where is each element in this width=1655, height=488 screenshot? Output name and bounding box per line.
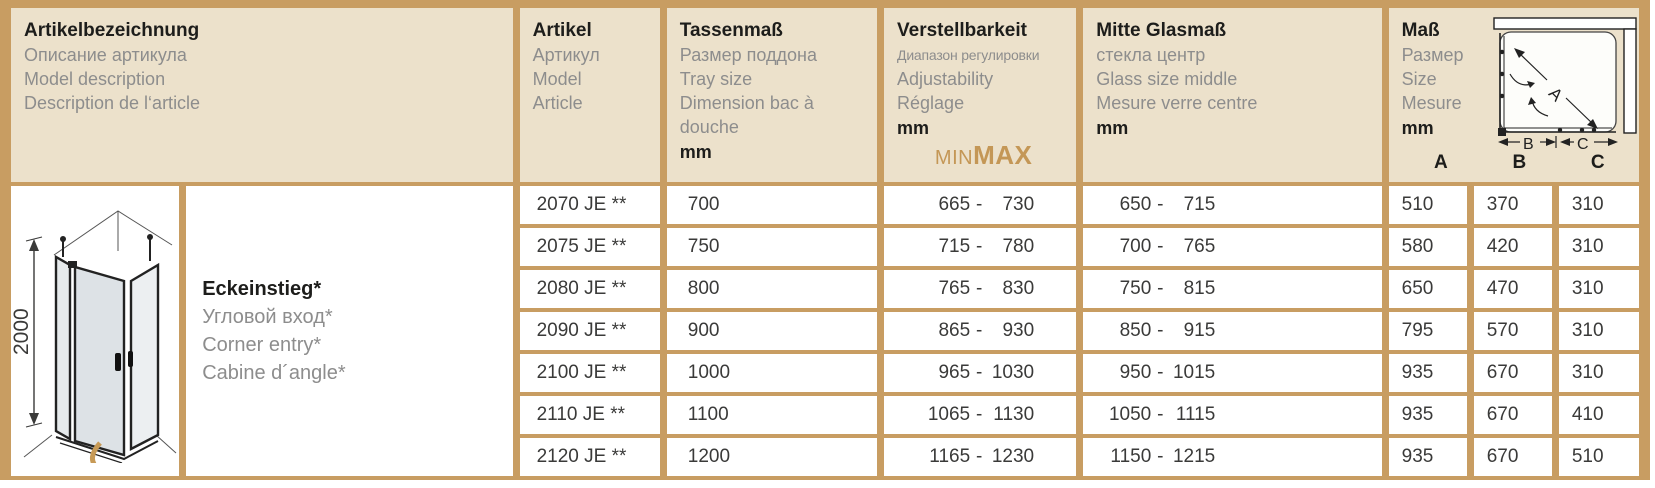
header-adjust-en: Adjustability: [897, 69, 994, 89]
size-a-cell: 510: [1389, 186, 1467, 224]
header-tray-unit: mm: [679, 142, 712, 162]
header-adjust-fr: Réglage: [897, 93, 965, 113]
header-tray: [667, 8, 877, 182]
tray-size-cell: 1100: [667, 396, 877, 434]
tray-size-cell: 1200: [667, 438, 877, 476]
article-cell: 2100 JE **: [520, 354, 660, 392]
header-size: [1389, 8, 1639, 182]
header-glass-unit: mm: [1096, 118, 1129, 138]
product-name-fr: Cabine d´angle*: [202, 362, 346, 384]
size-subheaders: [1402, 152, 1637, 174]
product-illustration-cell: [11, 186, 179, 476]
size-c-cell: 310: [1559, 354, 1639, 392]
size-b-cell: 670: [1474, 438, 1552, 476]
tray-size-cell: 900: [667, 312, 877, 350]
product-spec-table: [4, 4, 1646, 480]
size-a-cell: 795: [1389, 312, 1467, 350]
size-b-cell: 420: [1474, 228, 1552, 266]
glass-size-cell: 1150 - 1215: [1083, 438, 1381, 476]
glass-size-cell: 950 - 1015: [1083, 354, 1381, 392]
header-size-unit: mm: [1401, 118, 1434, 138]
article-cell: 2110 JE **: [520, 396, 660, 434]
adjustability-cell: 965 - 1030: [884, 354, 1076, 392]
height-dimension-label: 2000: [12, 307, 34, 355]
glass-size-cell: 700 - 765: [1083, 228, 1381, 266]
tray-size-cell: 800: [667, 270, 877, 308]
diagram-label-c: C: [1576, 136, 1589, 150]
header-tray-ru: Размер поддона: [679, 45, 817, 65]
tray-size-cell: 700: [667, 186, 877, 224]
size-a-cell: 650: [1389, 270, 1467, 308]
size-b-cell: 670: [1474, 354, 1552, 392]
header-model-title: Artikelbezeichnung: [24, 20, 200, 41]
adjustability-cell: 865 - 930: [884, 312, 1076, 350]
size-b-cell: 370: [1474, 186, 1552, 224]
header-adjust: [884, 8, 1076, 182]
header-article-en: Model: [532, 69, 582, 89]
corner-layout-diagram-icon: [1490, 16, 1640, 150]
header-tray-title: Tassenmaß: [679, 20, 783, 41]
header-glass: [1083, 8, 1381, 182]
size-a-cell: 580: [1389, 228, 1467, 266]
header-model-ru: Описание артикула: [24, 45, 187, 65]
header-glass-fr: Mesure verre centre: [1096, 93, 1258, 113]
header-glass-en: Glass size middle: [1096, 69, 1238, 89]
subheader-b: B: [1512, 152, 1527, 173]
tray-size-cell: 750: [667, 228, 877, 266]
tray-size-cell: 1000: [667, 354, 877, 392]
header-glass-ru: стекла центр: [1096, 45, 1206, 65]
shower-enclosure-illustration: [12, 195, 178, 463]
article-cell: 2070 JE **: [520, 186, 660, 224]
size-c-cell: 310: [1559, 228, 1639, 266]
header-adjust-ru: Диапазон регулировки: [897, 47, 1040, 63]
header-article: [520, 8, 660, 182]
header-size-title: Maß: [1401, 20, 1440, 41]
size-b-cell: 470: [1474, 270, 1552, 308]
header-size-en: Size: [1401, 69, 1437, 89]
diagram-label-a: A: [1544, 83, 1567, 106]
article-cell: 2090 JE **: [520, 312, 660, 350]
header-size-ru: Размер: [1401, 45, 1464, 65]
adjustability-cell: 765 - 830: [884, 270, 1076, 308]
header-model: [11, 8, 513, 182]
header-size-fr: Mesure: [1401, 93, 1462, 113]
header-adjust-title: Verstellbarkeit: [897, 20, 1027, 41]
header-article-ru: Артикул: [532, 45, 600, 65]
glass-size-cell: 750 - 815: [1083, 270, 1381, 308]
size-c-cell: 410: [1559, 396, 1639, 434]
header-article-fr: Article: [532, 93, 583, 113]
subheader-c: C: [1590, 152, 1605, 173]
max-label: MAX: [973, 140, 1033, 170]
header-model-fr: Description de l‘article: [24, 93, 201, 113]
adjustability-cell: 715 - 780: [884, 228, 1076, 266]
header-tray-fr: Dimension bac à douche: [679, 93, 814, 137]
article-cell: 2120 JE **: [520, 438, 660, 476]
glass-size-cell: 850 - 915: [1083, 312, 1381, 350]
product-name: Eckeinstieg*: [202, 278, 322, 300]
subheader-a: A: [1433, 152, 1448, 173]
min-max-label: [897, 140, 1070, 171]
product-name-en: Corner entry*: [202, 334, 322, 356]
table-row: [11, 186, 1639, 224]
size-c-cell: 310: [1559, 186, 1639, 224]
adjustability-cell: 1065 - 1130: [884, 396, 1076, 434]
header-row: [11, 8, 1639, 182]
header-glass-title: Mitte Glasmaß: [1096, 20, 1227, 41]
size-c-cell: 310: [1559, 312, 1639, 350]
article-cell: 2080 JE **: [520, 270, 660, 308]
glass-size-cell: 1050 - 1115: [1083, 396, 1381, 434]
adjustability-cell: 665 - 730: [884, 186, 1076, 224]
header-tray-en: Tray size: [679, 69, 753, 89]
product-name-ru: Угловой вход*: [202, 306, 333, 328]
size-c-cell: 310: [1559, 270, 1639, 308]
header-article-title: Artikel: [532, 20, 592, 41]
size-b-cell: 570: [1474, 312, 1552, 350]
product-description-cell: [186, 186, 512, 476]
size-a-cell: 935: [1389, 396, 1467, 434]
size-c-cell: 510: [1559, 438, 1639, 476]
size-a-cell: 935: [1389, 354, 1467, 392]
min-label: MIN: [934, 147, 974, 169]
adjustability-cell: 1165 - 1230: [884, 438, 1076, 476]
header-model-en: Model description: [24, 69, 166, 89]
glass-size-cell: 650 - 715: [1083, 186, 1381, 224]
article-cell: 2075 JE **: [520, 228, 660, 266]
header-adjust-unit: mm: [897, 118, 930, 138]
size-b-cell: 670: [1474, 396, 1552, 434]
diagram-label-b: B: [1522, 136, 1534, 150]
size-a-cell: 935: [1389, 438, 1467, 476]
